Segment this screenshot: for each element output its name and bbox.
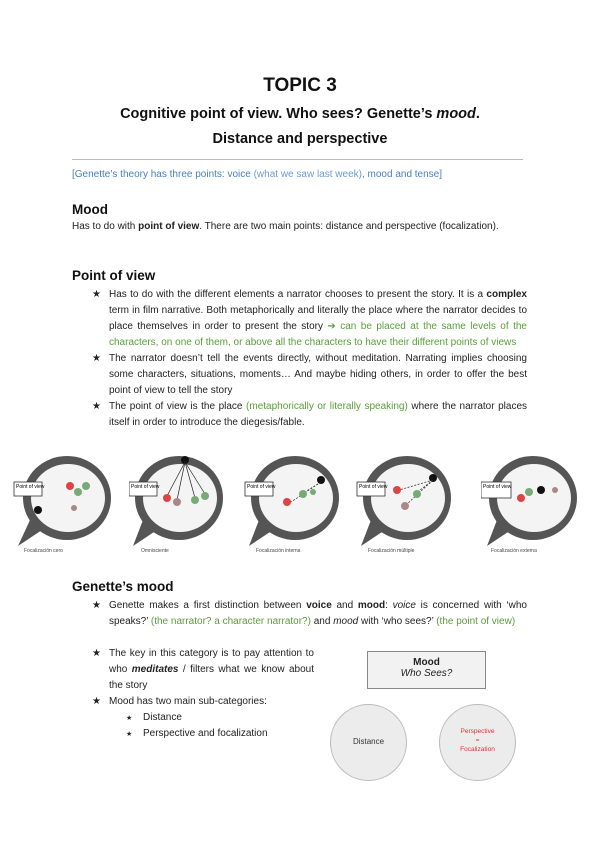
g-b2-b: / filters what we know about the story: [109, 664, 314, 691]
page-subtitle: [0, 106, 600, 122]
g-b2-a: The key in this category is to pay attention to who: [109, 648, 314, 675]
mood-heading: Mood: [72, 202, 108, 217]
star-bullet-icon: ★: [92, 600, 101, 611]
diagram-label-3: Point of view: [247, 484, 276, 490]
g-b1-green1: (the narrator? a character narrator?): [150, 616, 311, 627]
pov-b3-b: where the narrator places itself in order to introduce the diegesis/fable.: [109, 401, 528, 428]
sub-item-label: Distance: [143, 712, 182, 723]
perspective-line3: Focalization: [460, 746, 495, 753]
genette-bullet-2: [92, 646, 314, 694]
diagram-caption-2: Omnisciente: [141, 548, 169, 554]
genette-bullet-1: [92, 598, 527, 630]
note-part2: (what we saw last week): [250, 169, 362, 180]
sub-item-perspective: [126, 726, 268, 742]
genette-list-top: [92, 598, 527, 630]
g-b1-voice-it: voice: [392, 600, 416, 611]
pov-b1-b: term in film narrative. Both metaphorically and literally the place where the narrator decides to place themselves in order to present the story: [109, 305, 527, 332]
diagram-label-2: Point of view: [131, 484, 160, 490]
distance-circle: [330, 704, 407, 781]
star-bullet-icon: ★: [92, 289, 101, 300]
pov-heading: Point of view: [72, 268, 156, 283]
pov-diagram-5: [481, 450, 581, 550]
pov-diagram-3: [243, 450, 343, 550]
sub-item-distance: [126, 710, 268, 726]
g-b1-d: and: [310, 616, 334, 627]
genette-bullet-3: [92, 694, 314, 710]
diagram-caption-4: Focalización múltiple: [368, 548, 415, 554]
subtitle-period: .: [475, 106, 480, 122]
g-b1-b: :: [385, 600, 393, 611]
pov-b1-green: ➔ can be placed at the same levels of the characters, on one of them, or above all the characters to have their different points of views: [109, 321, 527, 348]
note-part3: , mood and tense]: [361, 169, 443, 180]
perspective-line2: =: [475, 737, 480, 744]
genette-heading: Genette’s mood: [72, 579, 174, 594]
star-bullet-icon: ★: [92, 648, 101, 659]
page-title: TOPIC 3: [263, 75, 337, 96]
mood-paragraph: [72, 219, 527, 235]
perspective-line1: Perspective: [460, 728, 495, 735]
distance-label: Distance: [352, 737, 385, 746]
diagram-label-5: Point of view: [483, 484, 512, 490]
g-b1-a: Genette makes a first distinction between: [109, 600, 307, 611]
diagram-caption-3: Focalización interna: [256, 548, 301, 554]
diagram-caption-5: Focalización externa: [491, 548, 537, 554]
pov-b2: The narrator doesn’t tell the events directly, without meditation. Narrating implies choosing some characters, situations, moments… And maybe hiding others, in order to offer the best point of view to tell the story: [109, 353, 527, 396]
subtitle-text: Cognitive point of view. Who sees? Genette’s: [120, 106, 437, 122]
pov-bullet-3: [92, 399, 527, 431]
pov-diagram-2: [129, 450, 229, 550]
genette-list-bottom: [92, 646, 314, 710]
mood-box: [367, 651, 486, 689]
pov-b1-a: Has to do with the different elements a narrator chooses to present the story. It is a: [109, 289, 487, 300]
g-b1-mood: mood: [357, 600, 386, 611]
pov-b1-bold: complex: [486, 289, 527, 300]
g-b1-e: with ‘who sees?’: [358, 616, 437, 627]
g-b2-bi: meditates: [131, 664, 179, 675]
page-subtitle-line2: Distance and perspective: [212, 131, 388, 147]
perspective-label: [444, 727, 511, 754]
pov-b3-paren: (metaphorically or literally speaking): [246, 401, 408, 412]
diagram-label-1: Point of view: [16, 484, 45, 490]
subtitle-italic: mood: [436, 106, 476, 122]
mood-bold: point of view: [138, 221, 200, 232]
sub-item-label: Perspective and focalization: [143, 728, 268, 739]
perspective-circle: [439, 704, 516, 781]
g-b1-voice: voice: [306, 600, 332, 611]
pov-bullet-1: [92, 287, 527, 351]
pov-diagram-1: [12, 450, 112, 550]
g-b1-green2: (the point of view): [436, 616, 516, 627]
g-b3: Mood has two main sub-categories:: [109, 696, 267, 707]
star-bullet-icon: ★: [92, 401, 101, 412]
star-bullet-icon: ★: [92, 696, 101, 707]
g-b1-mood-it: mood: [333, 616, 359, 627]
star-bullet-icon: ★: [126, 715, 133, 722]
sub-category-list: [126, 710, 268, 742]
mood-text2: . There are two main points: distance and perspective (focalization).: [199, 221, 499, 232]
pov-bullet-2: [92, 351, 527, 399]
star-bullet-icon: ★: [126, 731, 133, 738]
divider: [72, 159, 523, 160]
note-part1: [Genette’s theory has three points: voice: [72, 169, 251, 180]
star-bullet-icon: ★: [92, 353, 101, 364]
mood-box-subtitle: Who Sees?: [400, 668, 453, 679]
mood-text1: Has to do with: [72, 221, 139, 232]
diagram-label-4: Point of view: [359, 484, 388, 490]
mood-box-title: Mood: [413, 657, 440, 668]
diagram-caption-1: Focalización cero: [24, 548, 63, 554]
g-b1-and: and: [331, 600, 358, 611]
pov-list: [92, 287, 527, 431]
pov-diagram-4: [355, 450, 455, 550]
pov-b3-a: The point of view is the place: [109, 401, 247, 412]
theory-note: [72, 169, 442, 180]
g-b1-c: is concerned with ‘who speaks?’: [109, 600, 527, 627]
